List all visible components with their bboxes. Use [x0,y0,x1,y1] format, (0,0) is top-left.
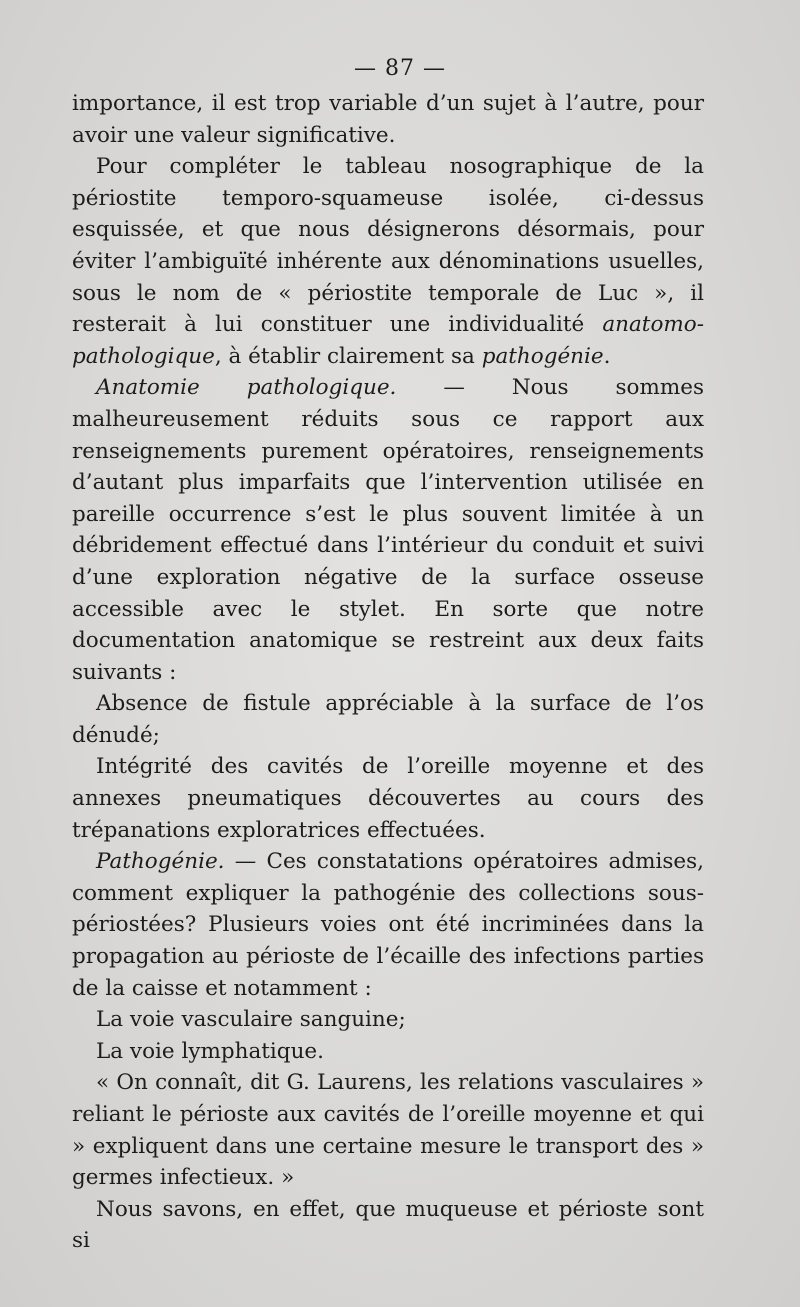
paragraph-text: La voie lymphatique. [96,1038,324,1064]
section-heading: Pathogénie. [96,849,225,875]
paragraph-text: Absence de fistule appréciable à la surface de l’os dénudé; [72,691,704,748]
italic-term: anatomo-pathologique [72,312,704,369]
paragraph [72,688,704,751]
body-text [72,88,704,1257]
paragraph-text: importance, il est trop variable d’un sujet à l’autre, pour avoir une valeur significative. [72,91,704,148]
paragraph [72,372,704,688]
paragraph-text: Nous savons, en effet, que muqueuse et périoste sont si [72,1196,704,1254]
paragraph-text: Pour compléter le tableau nosographique de la périostite temporo-squameuse isolée, ci-dessus esquissée, et que nous désignerons désormais, pour éviter l’ambiguïté inhérente aux dénominations usuelles, sous le nom de « périostite temporale de Luc », il resterait à lui constituer une individualité [72,154,704,338]
paragraph [72,1036,704,1068]
paragraph [72,151,704,372]
paragraph [72,1194,704,1257]
paragraph-text: « On connaît, dit G. Laurens, les relations vasculaires » reliant le périoste aux cavités de l’oreille moyenne et qui » expliquent dans une certaine mesure le transport des » germes infectieux. » [72,1070,704,1191]
paragraph [72,1004,704,1036]
quotation [72,1067,704,1193]
paragraph-text: Intégrité des cavités de l’oreille moyenne et des annexes pneumatiques découvertes au cours des trépanations exploratrices effectuées. [72,754,704,843]
paragraph-text: . [603,343,611,369]
section-heading: Anatomie pathologique. [96,375,397,401]
paragraph-text: — Ces constatations opératoires admises, comment expliquer la pathogénie des collections sous-périostées? Plusieurs voies ont été incriminées dans la propagation au périoste de l’écaille des infections parties de la caisse et notamment : [72,849,704,1001]
paragraph-text: , à établir clairement sa [214,343,482,369]
italic-term: pathogénie [481,343,604,369]
page-number: — 87 — [354,56,446,81]
paragraph-text: La voie vasculaire sanguine; [96,1007,406,1033]
paragraph [72,846,704,1004]
paragraph [72,88,704,151]
paragraph-text: — Nous sommes malheureusement réduits sous ce rapport aux renseignements purement opératoires, renseignements d’autant plus imparfaits que l’intervention utilisée en pareille occurrence s’est le plus souvent limitée à un débridement effectué dans l’intérieur du conduit et suivi d’une exploration négative de la surface osseuse accessible avec le stylet. En sorte que notre documentation anatomique se restreint aux deux faits suivants : [72,375,704,685]
paragraph [72,751,704,846]
